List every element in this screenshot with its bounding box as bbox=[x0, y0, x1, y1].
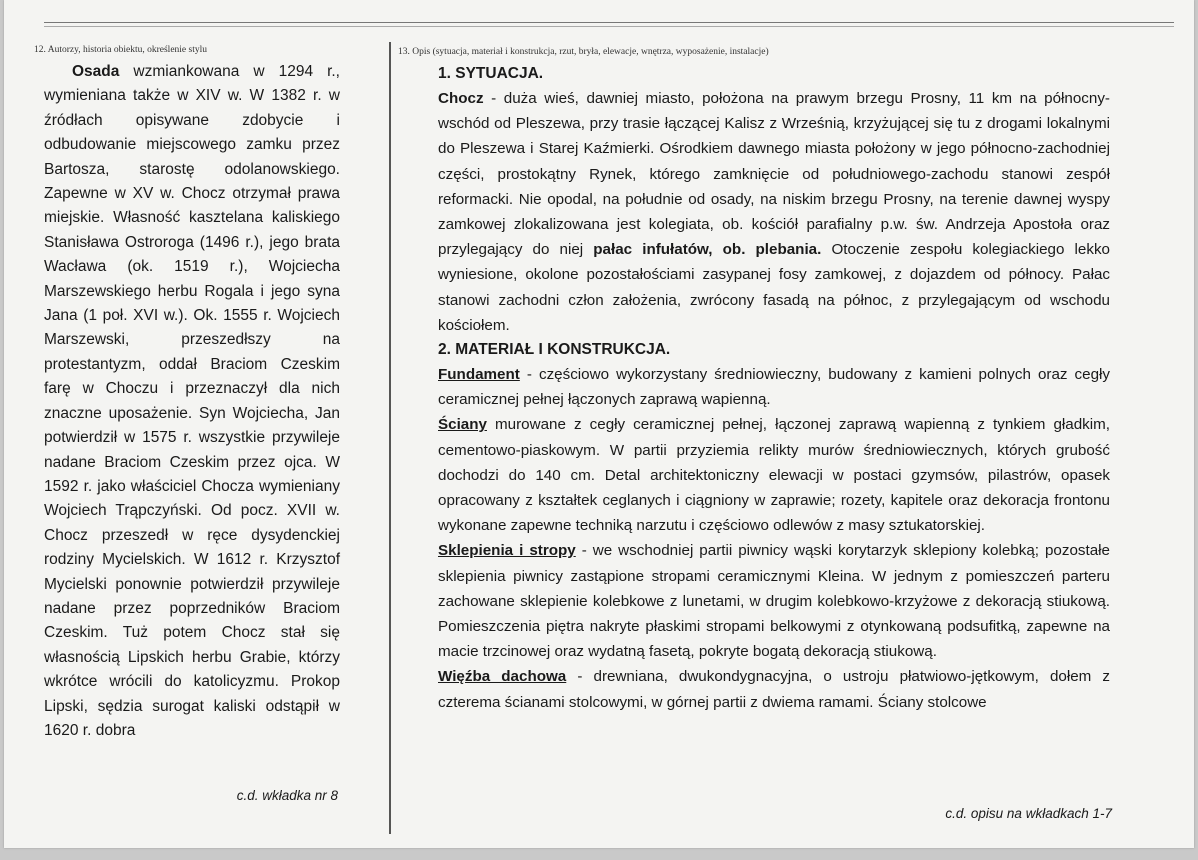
situation-text-a: - duża wieś, dawniej miasto, położona na prawym brzegu Prosny, 11 km na północny-wschód od Pleszewa, przy trasie łączącej Kalisz z Wrześnią, krzyżującej się tu z drogami lokalnymi do Pleszewa i Starej Kaźmierki. Ośrodkiem dawnego miasta położony w jego północno-zachodniej części, prostokątny Rynek, którego zamknięcie od południowego-zachodu stanowi zespół reformacki. Nie opodal, na południe od osady, na niskim brzegu Prosny, na terenie dawnej wyspy zamkowej zlokalizowana jest kolegiata, ob. kościół parafialny p.w. św. Andrzeja Apostoła oraz przylegający do niej bbox=[438, 90, 1110, 259]
history-lead: Osada bbox=[72, 63, 120, 80]
roof-paragraph bbox=[438, 664, 1110, 714]
situation-text-b: Otoczenie zespołu kolegiackiego lekko wyniesione, okolone pozostałościami zasypanej fosy zamkowej, z dojazdem od północy. Pałac stanowi zachodni człon założenia, zwrócony fasadą na północ, z przylegającym od wschodu kościołem. bbox=[438, 241, 1111, 334]
foundation-term: Fundament bbox=[438, 366, 520, 384]
roof-term: Więźba dachowa bbox=[438, 668, 567, 686]
situation-lead: Chocz bbox=[438, 90, 484, 107]
vaults-term: Sklepienia i stropy bbox=[438, 542, 576, 560]
left-section-label: 12. Autorzy, historia obiektu, określenie stylu bbox=[34, 45, 207, 55]
walls-text: murowane z cegły ceramicznej pełnej, łączonej zaprawą wapienną z tynkiem gładkim, cementowo-piaskowym. W partii przyziemia relikty murów średniowiecznych, których grubość dochodzi do 140 cm. Detal architektoniczny elewacji w postaci gzymsów, pilastrów, opasek opracowany z kształtek ceglanych i ciągniony w zaprawie; rozety, kapitele oraz dekoracja frontonu wykonane zapewne techniką narzutu i częściowo odlewów z masy sztukatorskiej. bbox=[438, 416, 1110, 535]
foundation-text: - częściowo wykorzystany średniowieczny, budowany z kamieni polnych oraz cegły ceramicznej pełnej łączonych zaprawą wapienną. bbox=[438, 366, 1110, 409]
roof-text: - drewniana, dwukondygnacyjna, o ustroju płatwiowo-jętkowym, dołem z czterema ścianami stolcowymi, w górnej partii z dwiema ramami. Ściany stolcowe bbox=[438, 668, 1110, 711]
history-paragraph bbox=[44, 60, 340, 743]
top-rule bbox=[44, 22, 1174, 23]
right-section-label: 13. Opis (sytuacja, materiał i konstrukcja, rzut, bryła, elewacje, wnętrza, wyposażenie, instalacje) bbox=[398, 47, 769, 57]
description-continuation-note: c.d. opisu na wkładkach 1-7 bbox=[945, 806, 1112, 821]
document-page bbox=[4, 0, 1194, 848]
column-divider bbox=[389, 42, 391, 834]
situation-bold: pałac infułatów, ob. plebania. bbox=[593, 241, 822, 259]
description-column bbox=[438, 62, 1110, 715]
vaults-paragraph bbox=[438, 538, 1110, 664]
foundation-paragraph bbox=[438, 362, 1110, 412]
walls-paragraph bbox=[438, 412, 1110, 538]
heading-material: 2. MATERIAŁ I KONSTRUKCJA. bbox=[438, 341, 671, 359]
situation-paragraph bbox=[438, 86, 1110, 338]
history-text: wzmiankowana w 1294 r., wymieniana także w XIV w. W 1382 r. w źródłach opisywane zdobycie i odbudowanie miejscowego zamku przez Bartosza, starostę odolanowskiego. Zapewne w XV w. Chocz otrzymał prawa miejskie. Własność kasztelana kaliskiego Stanisława Ostroroga (1496 r.), jego brata Wacława (ok. 1519 r.), Wojciecha Marszewskiego herbu Rogala i jego syna Jana (1 poł. XVI w.). Ok. 1555 r. Wojciech Marszewski, przeszedłszy na protestantyzm, oddał Braciom Czeskim farę w Choczu i przeznaczył dla nich znaczne uposażenie. Syn Wojciecha, Jan potwierdził w 1575 r. wszystkie przywileje nadane Braciom Czeskim przez ojca. W 1592 r. jako właściciel Chocza wymieniany Wojciech Trąpczyński. Od pocz. XVII w. Chocz przeszedł w ręce dysydenckiej rodziny Mycielskich. W 1612 r. Krzysztof Mycielski ponownie potwierdził przywileje nadane przez poprzedników Braciom Czeskim. Tuż potem Chocz stał się własnością Lipskich herbu Grabie, którzy wkrótce wrócili do katolicyzmu. Prokop Lipski, sędzia surogat kaliski odstąpił w 1620 r. dobra bbox=[44, 63, 340, 739]
history-column bbox=[44, 60, 340, 743]
walls-term: Ściany bbox=[438, 416, 487, 434]
top-rule-secondary bbox=[44, 26, 1174, 27]
vaults-text: - we wschodniej partii piwnicy wąski korytarzyk sklepiony kolebką; pozostałe sklepienia piwnicy zastąpione stropami ceramicznymi Kleina. W jednym z pomieszczeń parteru zachowane sklepienie kolebkowe z lunetami, w drugim kolebkowo-krzyżowe z dekoracją stiukową. Pomieszczenia piętra nakryte płaskimi stropami belkowymi z otynkowaną podsufitką, zapewne na macie trzcinowej oraz wydatną fasetą, pokryte bogatą dekoracją stiukową. bbox=[438, 542, 1110, 661]
history-continuation-note: c.d. wkładka nr 8 bbox=[236, 788, 338, 803]
heading-situation: 1. SYTUACJA. bbox=[438, 65, 544, 82]
